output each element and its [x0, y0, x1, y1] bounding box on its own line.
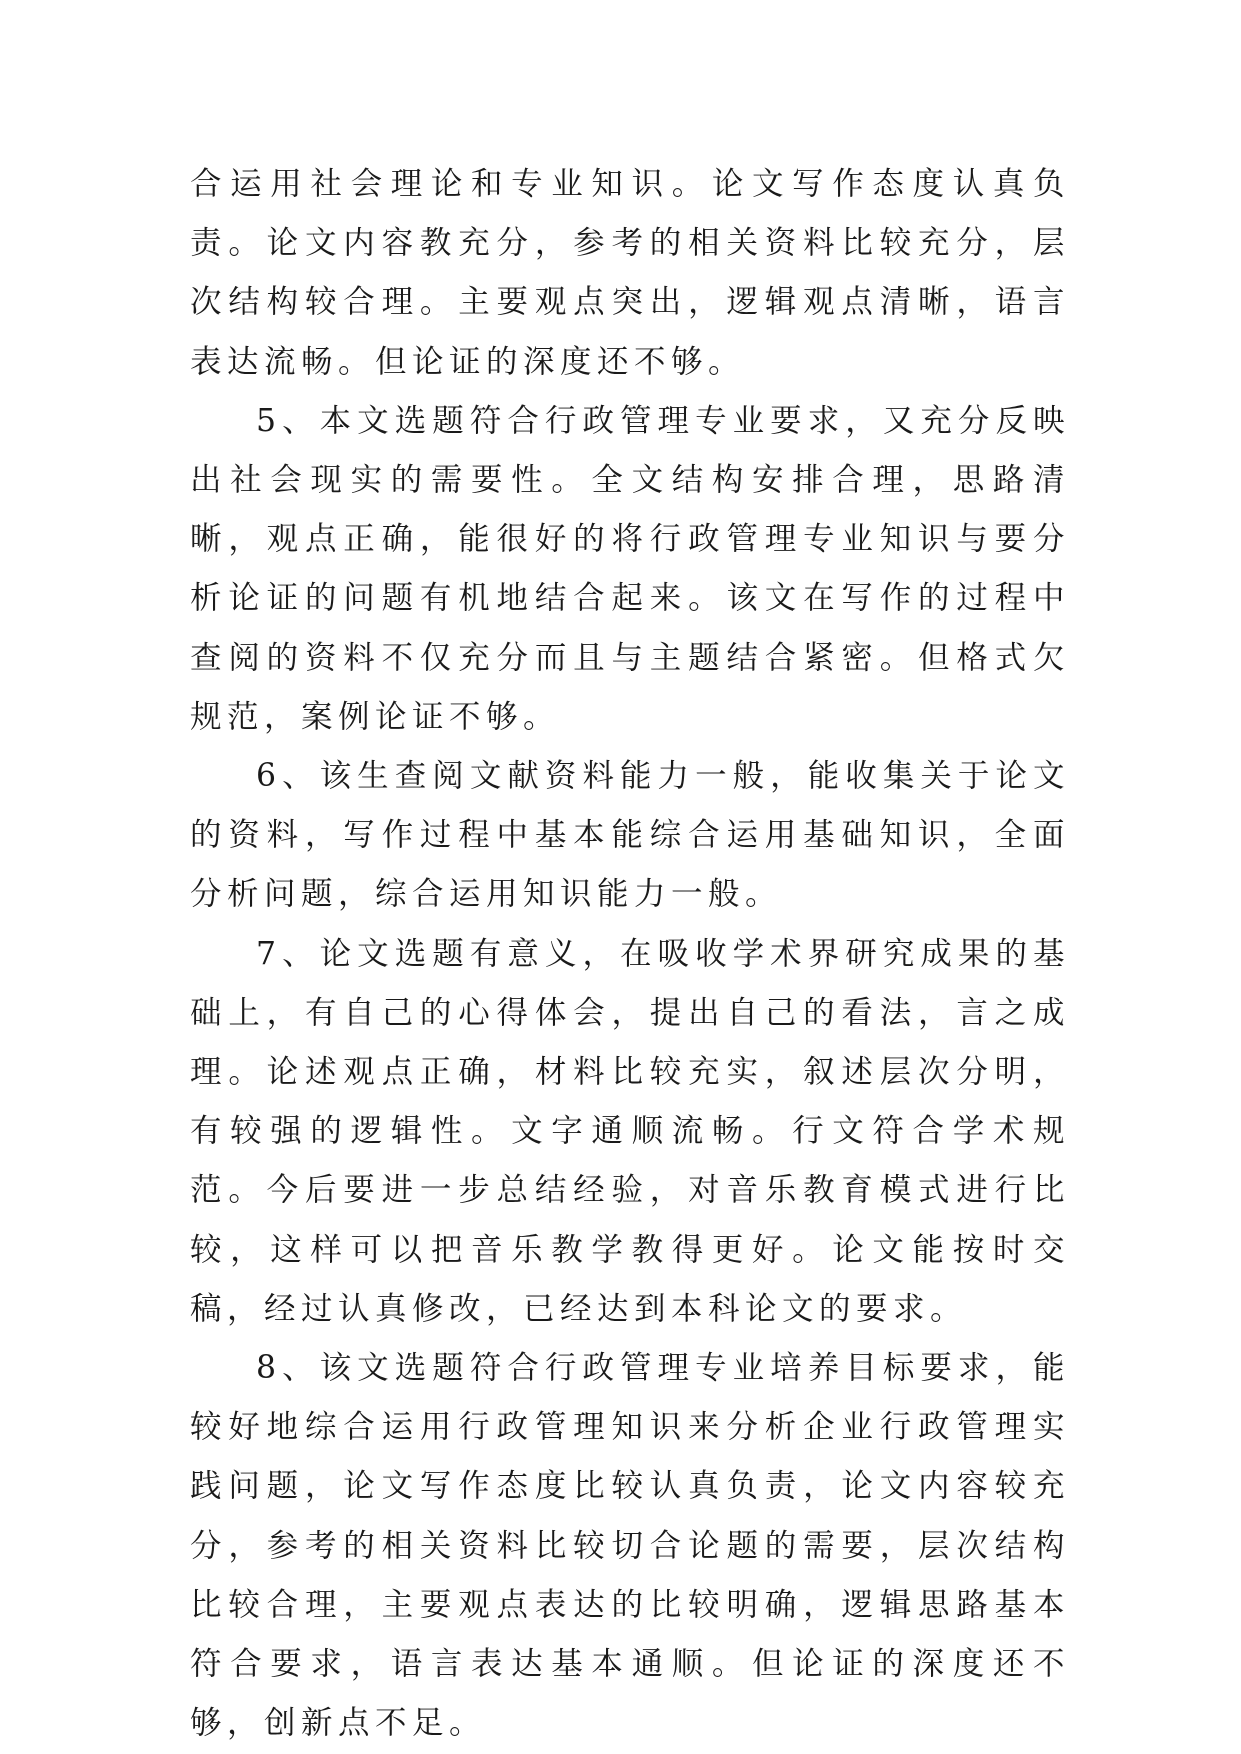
paragraph-comment-5: 5、本文选题符合行政管理专业要求，又充分反映出社会现实的需要性。全文结构安排合理，思路清晰，观点正确，能很好的将行政管理专业知识与要分析论证的问题有机地结合起来。该文在写作的过程中查阅的资料不仅充分而且与主题结合紧密。但格式欠规范，案例论证不够。 [190, 402, 1070, 735]
paragraph-continued-comment: 合运用社会理论和专业知识。论文写作态度认真负责。论文内容教充分，参考的相关资料比较充分，层次结构较合理。主要观点突出，逻辑观点清晰，语言表达流畅。但论证的深度还不够。 [190, 166, 1070, 380]
paragraph-comment-6: 6、该生查阅文献资料能力一般，能收集关于论文的资料，写作过程中基本能综合运用基础知识，全面分析问题，综合运用知识能力一般。 [190, 758, 1070, 913]
document-body [190, 155, 1070, 1753]
paragraph-comment-7: 7、论文选题有意义，在吸收学术界研究成果的基础上，有自己的心得体会，提出自己的看法，言之成理。论述观点正确，材料比较充实，叙述层次分明，有较强的逻辑性。文字通顺流畅。行文符合学术规范。今后要进一步总结经验，对音乐教育模式进行比较，这样可以把音乐教学教得更好。论文能按时交稿，经过认真修改，已经达到本科论文的要求。 [190, 935, 1070, 1327]
paragraph-comment-8: 8、该文选题符合行政管理专业培养目标要求，能较好地综合运用行政管理知识来分析企业行政管理实践问题，论文写作态度比较认真负责，论文内容较充分，参考的相关资料比较切合论题的需要，层次结构比较合理，主要观点表达的比较明确，逻辑思路基本符合要求，语言表达基本通顺。但论证的深度还不够，创新点不足。 [190, 1350, 1070, 1742]
